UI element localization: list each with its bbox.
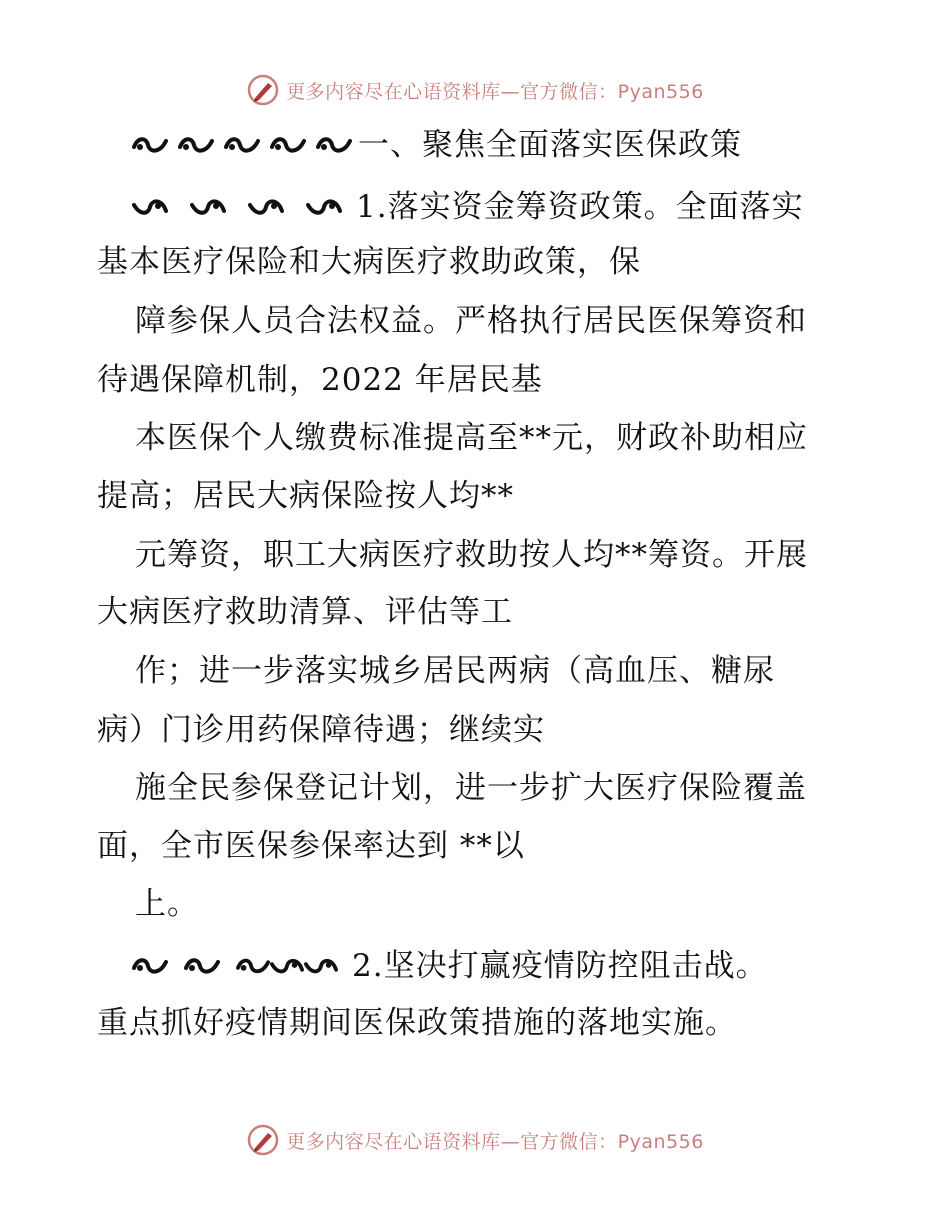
- line-text: 作；进一步落实城乡居民两病（高血压、糖尿: [135, 653, 775, 689]
- ornament-cluster: [236, 956, 338, 976]
- line-text: 基本医疗保险和大病医疗救助政策，保: [97, 244, 641, 280]
- ornament-group: [132, 197, 342, 217]
- line-text: 病）门诊用药保障待遇；继续实: [97, 712, 545, 748]
- line-text: 本医保个人缴费标准提高至**元，财政补助相应: [135, 420, 808, 456]
- pen-seal-icon: [246, 73, 280, 107]
- section-heading: [132, 125, 742, 165]
- curl-ornament-icon: [178, 135, 214, 155]
- banner-text: 更多内容尽在心语资料库—官方微信：Pyan556: [286, 1130, 704, 1153]
- curl-ornament-icon: [316, 135, 352, 155]
- paragraph-line: [135, 768, 807, 808]
- ornament-group: [132, 135, 352, 155]
- line-text: 1.落实资金筹资政策。全面落实: [356, 189, 804, 225]
- line-text: 施全民参保登记计划，进一步扩大医疗保险覆盖: [135, 770, 807, 806]
- curl-ornament-icon: [132, 135, 168, 155]
- line-text: 待遇保障机制，2022 年居民基: [97, 362, 543, 398]
- swirl-ornament-icon: [306, 197, 342, 217]
- heading-text: 一、聚焦全面落实医保政策: [358, 127, 742, 163]
- header-banner: [0, 70, 950, 110]
- swirl-ornament-icon: [132, 197, 168, 217]
- banner-text: 更多内容尽在心语资料库—官方微信：Pyan556: [286, 80, 704, 103]
- curl-ornament-icon: [224, 135, 260, 155]
- paragraph-line: [97, 242, 641, 282]
- curl-ornament-icon: [132, 956, 168, 976]
- swirl-ornament-icon: [304, 956, 338, 976]
- swirl-ornament-icon: [248, 197, 284, 217]
- paragraph-line: [135, 651, 775, 691]
- swirl-ornament-icon: [270, 956, 304, 976]
- paragraph-line: [135, 884, 199, 924]
- paragraph-line: [97, 1003, 737, 1043]
- line-text: 障参保人员合法权益。严格执行居民医保筹资和: [135, 303, 807, 339]
- paragraph-line: [135, 301, 807, 341]
- paragraph-line: [135, 535, 808, 575]
- paragraph-line: [97, 710, 545, 750]
- paragraph-line: [132, 187, 804, 227]
- line-text: 大病医疗救助清算、评估等工: [97, 594, 513, 630]
- paragraph-line: [97, 592, 513, 632]
- curl-ornament-icon: [236, 956, 270, 976]
- curl-ornament-icon: [184, 956, 220, 976]
- pen-seal-icon: [246, 1123, 280, 1157]
- swirl-ornament-icon: [190, 197, 226, 217]
- paragraph-line: [132, 946, 768, 986]
- line-text: 提高；居民大病保险按人均**: [97, 478, 514, 514]
- line-text: 上。: [135, 886, 199, 922]
- paragraph-line: [97, 476, 514, 516]
- line-text: 面，全市医保参保率达到 **以: [97, 828, 525, 864]
- paragraph-line: [135, 418, 808, 458]
- paragraph-line: [97, 826, 525, 866]
- line-text: 2.坚决打赢疫情防控阻击战。: [352, 948, 768, 984]
- paragraph-line: [97, 360, 543, 400]
- curl-ornament-icon: [270, 135, 306, 155]
- ornament-group: [132, 956, 338, 976]
- footer-banner: [0, 1120, 950, 1160]
- line-text: 重点抓好疫情期间医保政策措施的落地实施。: [97, 1005, 737, 1041]
- line-text: 元筹资，职工大病医疗救助按人均**筹资。开展: [135, 537, 808, 573]
